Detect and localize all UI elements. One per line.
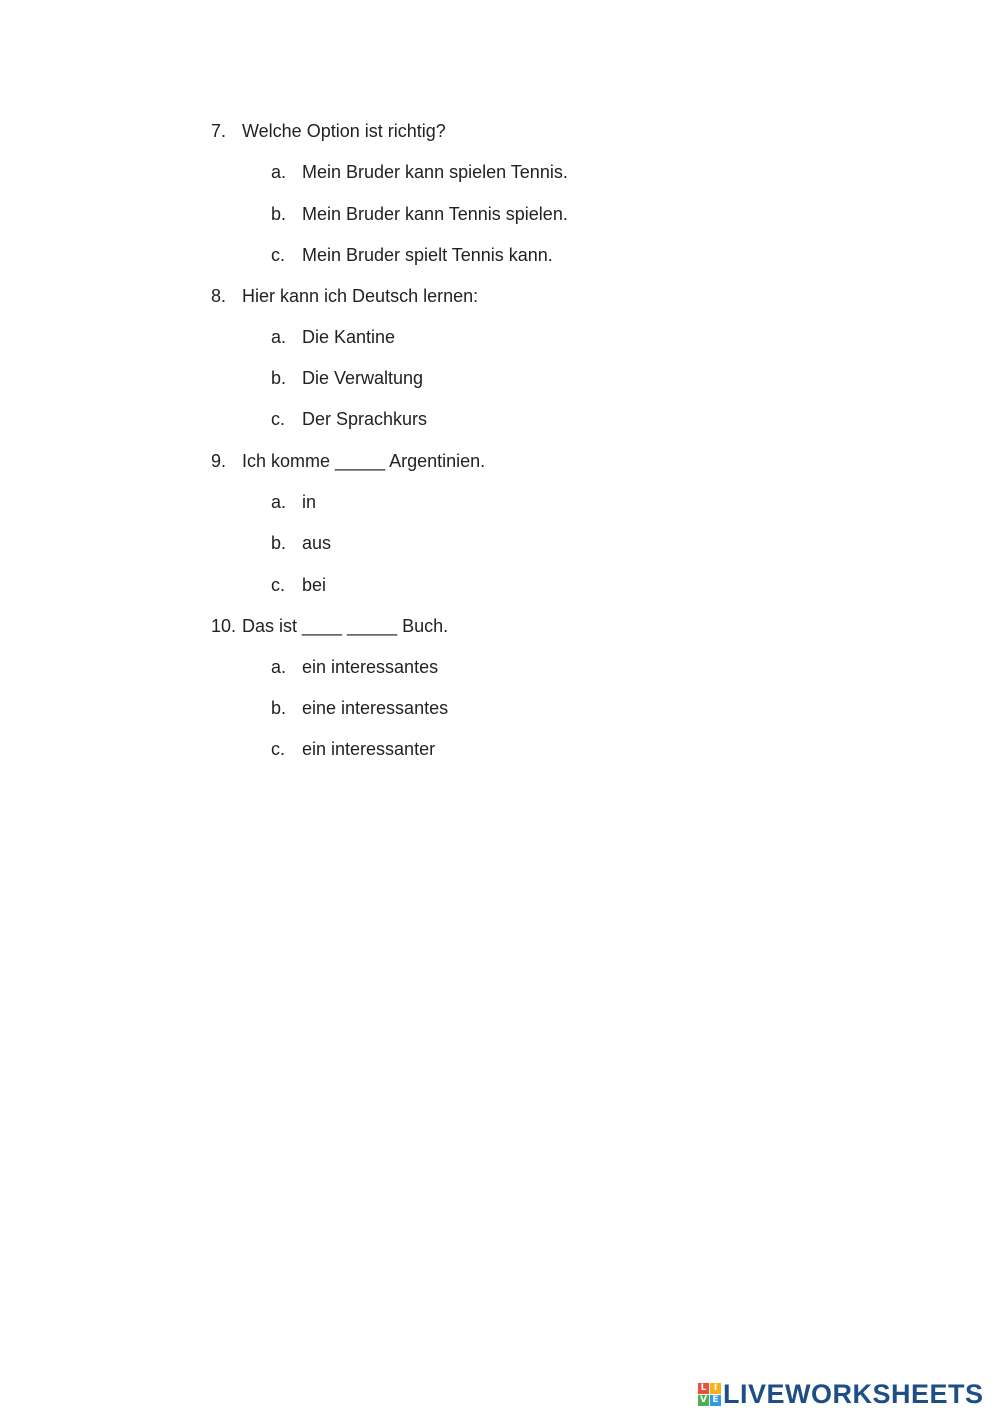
question-number: 10. — [211, 616, 237, 636]
option-letter: c. — [271, 575, 286, 595]
option-text: bei — [302, 575, 327, 595]
question-number: 8. — [211, 286, 227, 306]
question-number: 9. — [211, 451, 227, 471]
option-text: aus — [302, 533, 332, 553]
question-text: Welche Option ist richtig? — [242, 121, 446, 141]
logo-letter-i: I — [710, 1383, 721, 1394]
liveworksheets-logo — [698, 1378, 984, 1410]
option-text: Mein Bruder kann spielen Tennis. — [302, 162, 568, 182]
option-text: Mein Bruder kann Tennis spielen. — [302, 204, 568, 224]
logo-letter-l: L — [698, 1383, 709, 1394]
option-letter: b. — [271, 533, 287, 553]
option-text: eine interessantes — [302, 698, 449, 718]
option-text: ein interessanter — [302, 739, 436, 759]
brand-name: LIVEWORKSHEETS — [723, 1378, 984, 1409]
option-letter: a. — [271, 657, 287, 677]
live-icon — [698, 1383, 721, 1406]
option-text: Mein Bruder spielt Tennis kann. — [302, 245, 553, 265]
option-text: ein interessantes — [302, 657, 439, 677]
option-letter: a. — [271, 327, 287, 347]
option-letter: b. — [271, 368, 287, 388]
option-text: Die Kantine — [302, 327, 396, 347]
option-text: in — [302, 492, 317, 512]
question-text: Ich komme _____ Argentinien. — [242, 451, 486, 471]
option-letter: c. — [271, 245, 286, 265]
question-text: Hier kann ich Deutsch lernen: — [242, 286, 479, 306]
option-text: Der Sprachkurs — [302, 409, 428, 429]
question-text: Das ist ____ _____ Buch. — [242, 616, 449, 636]
option-letter: c. — [271, 409, 286, 429]
option-letter: c. — [271, 739, 286, 759]
logo-letter-e: E — [710, 1395, 721, 1406]
option-text: Die Verwaltung — [302, 368, 424, 388]
question-number: 7. — [211, 121, 227, 141]
option-letter: a. — [271, 492, 287, 512]
logo-letter-v: V — [698, 1395, 709, 1406]
option-letter: a. — [271, 162, 287, 182]
option-letter: b. — [271, 698, 287, 718]
option-letter: b. — [271, 204, 287, 224]
